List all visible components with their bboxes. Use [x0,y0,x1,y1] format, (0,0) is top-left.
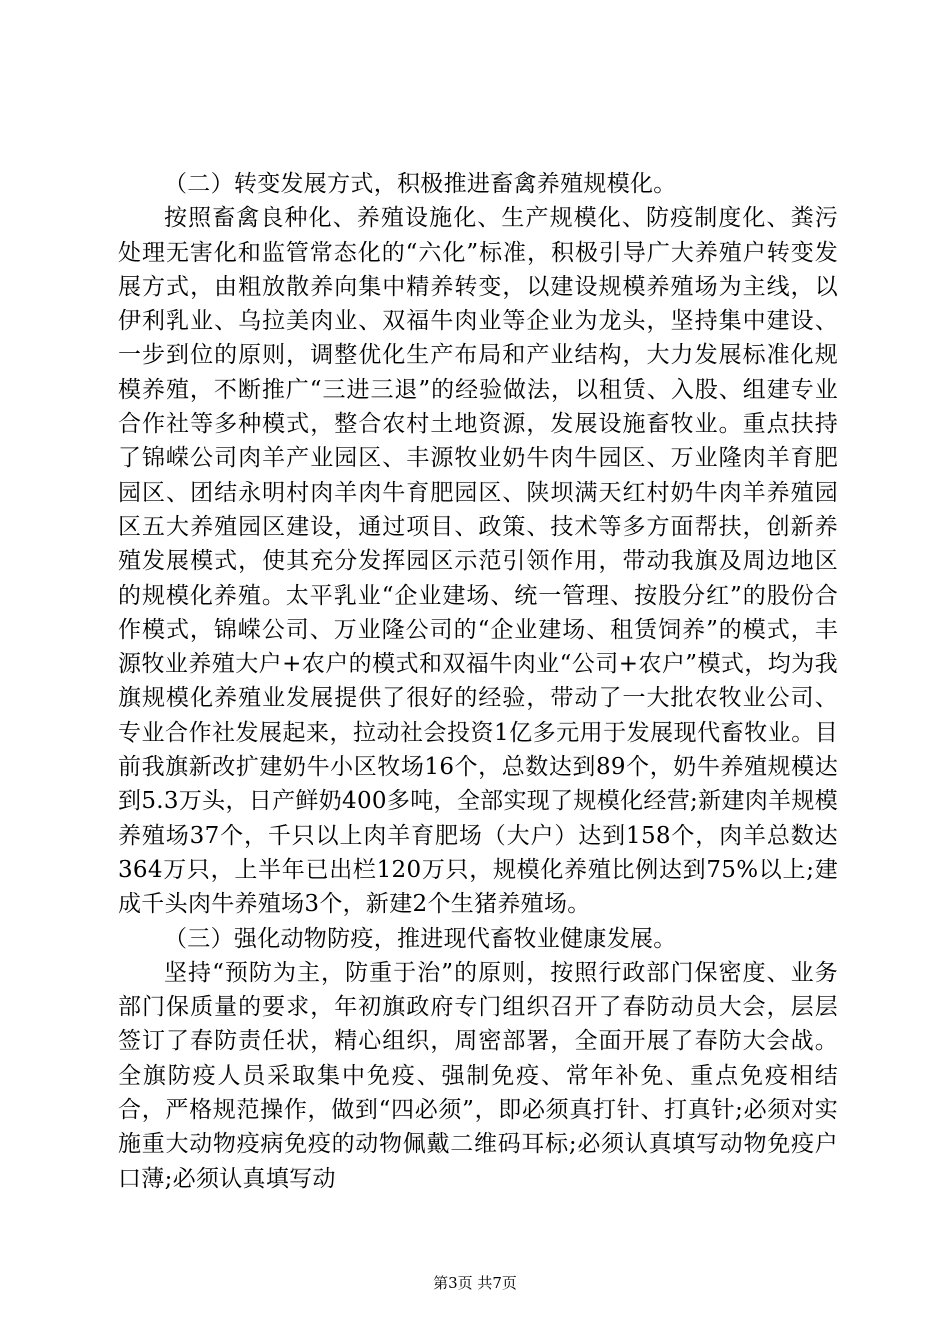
section-heading: （三）强化动物防疫，推进现代畜牧业健康发展。 [164,925,677,952]
document-body [118,167,838,1196]
body-paragraph: 坚持“预防为主，防重于治”的原则，按照行政部门保密度、业务部门保质量的要求，年初旗政府专门组织召开了春防动员大会，层层签订了春防责任状，精心组织，周密部署，全面开展了春防大会战。全旗防疫人员采取集中免疫、强制免疫、常年补免、重点免疫相结合，严格规范操作，做到“四必须”，即必须真打针、打真针;必须对实施重大动物疫病免疫的动物佩戴二维码耳标;必须认真填写动物免疫户口薄;必须认真填写动 [118,959,838,1192]
body-paragraph: 按照畜禽良种化、养殖设施化、生产规模化、防疫制度化、粪污处理无害化和监管常态化的“六化”标准，积极引导广大养殖户转变发展方式，由粗放散养向集中精养转变，以建设规模养殖场为主线，以伊利乳业、乌拉美肉业、双福牛肉业等企业为龙头，坚持集中建设、一步到位的原则，调整优化生产布局和产业结构，大力发展标准化规模养殖，不断推广“三进三退”的经验做法，以租赁、入股、组建专业合作社等多种模式，整合农村土地资源，发展设施畜牧业。重点扶持了锦嵘公司肉羊产业园区、丰源牧业奶牛肉牛园区、万业隆肉羊育肥园区、团结永明村肉羊肉牛育肥园区、陕坝满天红村奶牛肉羊养殖园区五大养殖园区建设，通过项目、政策、技术等多方面帮扶，创新养殖发展模式，使其充分发挥园区示范引领作用，带动我旗及周边地区的规模化养殖。太平乳业“企业建场、统一管理、按股分红”的股份合作模式，锦嵘公司、万业隆公司的“企业建场、租赁饲养”的模式，丰源牧业养殖大户+农户的模式和双福牛肉业“公司+农户”模式，均为我旗规模化养殖业发展提供了很好的经验，带动了一大批农牧业公司、专业合作社发展起来，拉动社会投资1亿多元用于发展现代畜牧业。目前我旗新改扩建奶牛小区牧场16个，总数达到89个，奶牛养殖规模达到5.3万头，日产鲜奶400多吨，全部实现了规模化经营;新建肉羊规模养殖场37个，千只以上肉羊育肥场（大户）达到158个，肉羊总数达364万只，上半年已出栏120万只，规模化养殖比例达到75%以上;建成千头肉牛养殖场3个，新建2个生猪养殖场。 [118,205,838,918]
section-heading: （二）转变发展方式，积极推进畜禽养殖规模化。 [164,171,677,197]
page-footer: 第3页 共7页 [433,1274,517,1292]
